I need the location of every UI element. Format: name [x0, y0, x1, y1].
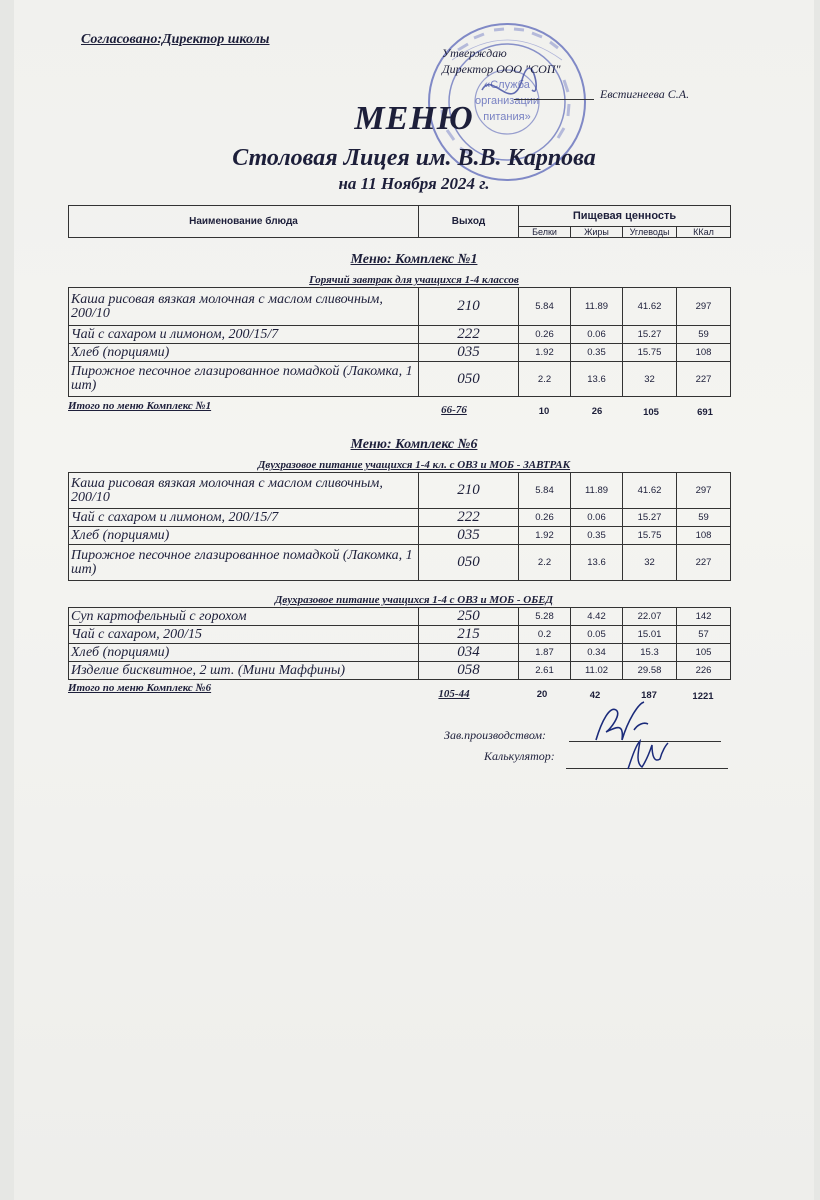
header-kcal: ККал — [677, 227, 731, 238]
dish-name: Изделие бисквитное, 2 шт. (Мини Маффины) — [69, 662, 419, 680]
menu-date: на 11 Ноября 2024 г. — [338, 174, 490, 193]
header-carbs: Углеводы — [623, 227, 677, 238]
svg-text:питания»: питания» — [483, 111, 531, 123]
carbs-value: 15.01 — [623, 626, 677, 644]
kcal-value: 297 — [677, 473, 731, 509]
svg-text:«Служба: «Служба — [484, 79, 530, 91]
carbs-value: 32 — [623, 362, 677, 397]
header-fats: Жиры — [571, 227, 623, 238]
proteins-value: 1.92 — [519, 527, 571, 545]
calculator-signature — [622, 733, 672, 773]
proteins-value: 0.26 — [519, 326, 571, 344]
agreed-label: Согласовано:Директор школы — [81, 32, 270, 47]
director-name: Евстигнеева С.А. — [600, 87, 690, 101]
header-proteins: Белки — [519, 227, 571, 238]
complex1-total-yield: 66-76 — [441, 404, 467, 416]
dish-yield: 050 — [419, 362, 519, 397]
menu-document — [14, 0, 814, 1200]
page-title: МЕНЮ — [354, 100, 474, 137]
proteins-value: 5.84 — [519, 288, 571, 326]
kcal-value: 59 — [677, 326, 731, 344]
complex1-total-carbs: 105 — [643, 407, 659, 418]
dish-name: Пирожное песочное глазированное помадкой (Лакомка, 1 шт) — [69, 545, 419, 581]
dish-name: Суп картофельный с горохом — [69, 608, 419, 626]
calculator-label: Калькулятор: — [484, 749, 555, 763]
complex1-total-label: Итого по меню Комплекс №1 — [68, 400, 212, 412]
kcal-value: 227 — [677, 362, 731, 397]
dish-yield: 035 — [419, 344, 519, 362]
svg-text:организации: организации — [474, 95, 540, 107]
fats-value: 0.06 — [571, 509, 623, 527]
proteins-value: 5.84 — [519, 473, 571, 509]
proteins-value: 2.2 — [519, 545, 571, 581]
dish-name: Каша рисовая вязкая молочная с маслом сливочным, 200/10 — [69, 288, 419, 326]
proteins-value: 0.26 — [519, 509, 571, 527]
dish-yield: 210 — [419, 473, 519, 509]
proteins-value: 0.2 — [519, 626, 571, 644]
dish-name: Чай с сахаром и лимоном, 200/15/7 — [69, 326, 419, 344]
kcal-value: 59 — [677, 509, 731, 527]
carbs-value: 15.27 — [623, 326, 677, 344]
kcal-value: 226 — [677, 662, 731, 680]
carbs-value: 15.27 — [623, 509, 677, 527]
fats-value: 0.06 — [571, 326, 623, 344]
dish-yield: 050 — [419, 545, 519, 581]
dish-yield: 250 — [419, 608, 519, 626]
fats-value: 13.6 — [571, 545, 623, 581]
fats-value: 0.35 — [571, 344, 623, 362]
table-row — [69, 608, 731, 626]
complex1-table — [68, 287, 731, 397]
table-row — [69, 509, 731, 527]
proteins-value: 1.92 — [519, 344, 571, 362]
complex1-total-proteins: 10 — [538, 406, 550, 417]
dish-yield: 210 — [419, 288, 519, 326]
dish-yield: 058 — [419, 662, 519, 680]
carbs-value: 22.07 — [623, 608, 677, 626]
header-yield: Выход — [419, 206, 519, 238]
kcal-value: 297 — [677, 288, 731, 326]
production-head-label: Зав.производством: — [444, 728, 547, 742]
table-row — [69, 644, 731, 662]
complex1-subtitle: Горячий завтрак для учащихся 1-4 классов — [309, 274, 519, 286]
complex6-total-kcal: 1221 — [692, 691, 714, 702]
complex6-total-proteins: 20 — [536, 689, 548, 700]
kcal-value: 227 — [677, 545, 731, 581]
header-dish-name: Наименование блюда — [69, 206, 419, 238]
complex6-lunch-table — [68, 607, 731, 680]
table-row — [69, 362, 731, 397]
carbs-value: 41.62 — [623, 473, 677, 509]
complex6-total-fats: 42 — [589, 690, 601, 701]
carbs-value: 29.58 — [623, 662, 677, 680]
fats-value: 11.02 — [571, 662, 623, 680]
approver-position: Директор ООО "СОП" — [442, 62, 561, 76]
dish-yield: 034 — [419, 644, 519, 662]
complex6-breakfast-title: Двухразовое питание учащихся 1-4 кл. с ОВЗ и МОБ - ЗАВТРАК — [257, 459, 571, 471]
complex6-lunch-title: Двухразовое питание учащихся 1-4 с ОВЗ и МОБ - ОБЕД — [274, 594, 554, 606]
carbs-value: 15.75 — [623, 344, 677, 362]
complex6-breakfast-table — [68, 472, 731, 581]
approved-label: Утверждаю — [442, 46, 507, 60]
complex1-total-kcal: 691 — [697, 407, 713, 418]
table-row — [69, 326, 731, 344]
dish-name: Чай с сахаром и лимоном, 200/15/7 — [69, 509, 419, 527]
table-row — [69, 545, 731, 581]
kcal-value: 57 — [677, 626, 731, 644]
carbs-value: 15.75 — [623, 527, 677, 545]
complex6-total-yield: 105-44 — [438, 688, 470, 700]
proteins-value: 1.87 — [519, 644, 571, 662]
complex6-title: Меню: Комплекс №6 — [350, 437, 478, 452]
fats-value: 11.89 — [571, 473, 623, 509]
carbs-value: 41.62 — [623, 288, 677, 326]
table-row — [69, 288, 731, 326]
dish-name: Пирожное песочное глазированное помадкой (Лакомка, 1 шт) — [69, 362, 419, 397]
dish-name: Хлеб (порциями) — [69, 527, 419, 545]
dish-name: Чай с сахаром, 200/15 — [69, 626, 419, 644]
fats-value: 13.6 — [571, 362, 623, 397]
dish-yield: 222 — [419, 326, 519, 344]
carbs-value: 32 — [623, 545, 677, 581]
fats-value: 11.89 — [571, 288, 623, 326]
kcal-value: 108 — [677, 344, 731, 362]
fats-value: 0.35 — [571, 527, 623, 545]
dish-name: Каша рисовая вязкая молочная с маслом сливочным, 200/10 — [69, 473, 419, 509]
complex1-title: Меню: Комплекс №1 — [350, 252, 478, 267]
fats-value: 0.34 — [571, 644, 623, 662]
dish-yield: 215 — [419, 626, 519, 644]
kcal-value: 108 — [677, 527, 731, 545]
dish-name: Хлеб (порциями) — [69, 644, 419, 662]
header-nutrition: Пищевая ценность — [519, 206, 731, 227]
proteins-value: 2.2 — [519, 362, 571, 397]
canteen-name: Столовая Лицея им. В.В. Карпова — [232, 145, 596, 171]
table-row — [69, 527, 731, 545]
dish-name: Хлеб (порциями) — [69, 344, 419, 362]
kcal-value: 142 — [677, 608, 731, 626]
table-row — [69, 626, 731, 644]
complex6-total-label: Итого по меню Комплекс №6 — [68, 682, 212, 694]
dish-yield: 222 — [419, 509, 519, 527]
fats-value: 0.05 — [571, 626, 623, 644]
table-row — [69, 662, 731, 680]
dish-yield: 035 — [419, 527, 519, 545]
table-row — [69, 344, 731, 362]
complex1-total-fats: 26 — [591, 406, 603, 417]
proteins-value: 2.61 — [519, 662, 571, 680]
fats-value: 4.42 — [571, 608, 623, 626]
kcal-value: 105 — [677, 644, 731, 662]
carbs-value: 15.3 — [623, 644, 677, 662]
complex6-total-carbs: 187 — [641, 690, 657, 701]
proteins-value: 5.28 — [519, 608, 571, 626]
table-row — [69, 473, 731, 509]
table-header — [68, 205, 731, 238]
